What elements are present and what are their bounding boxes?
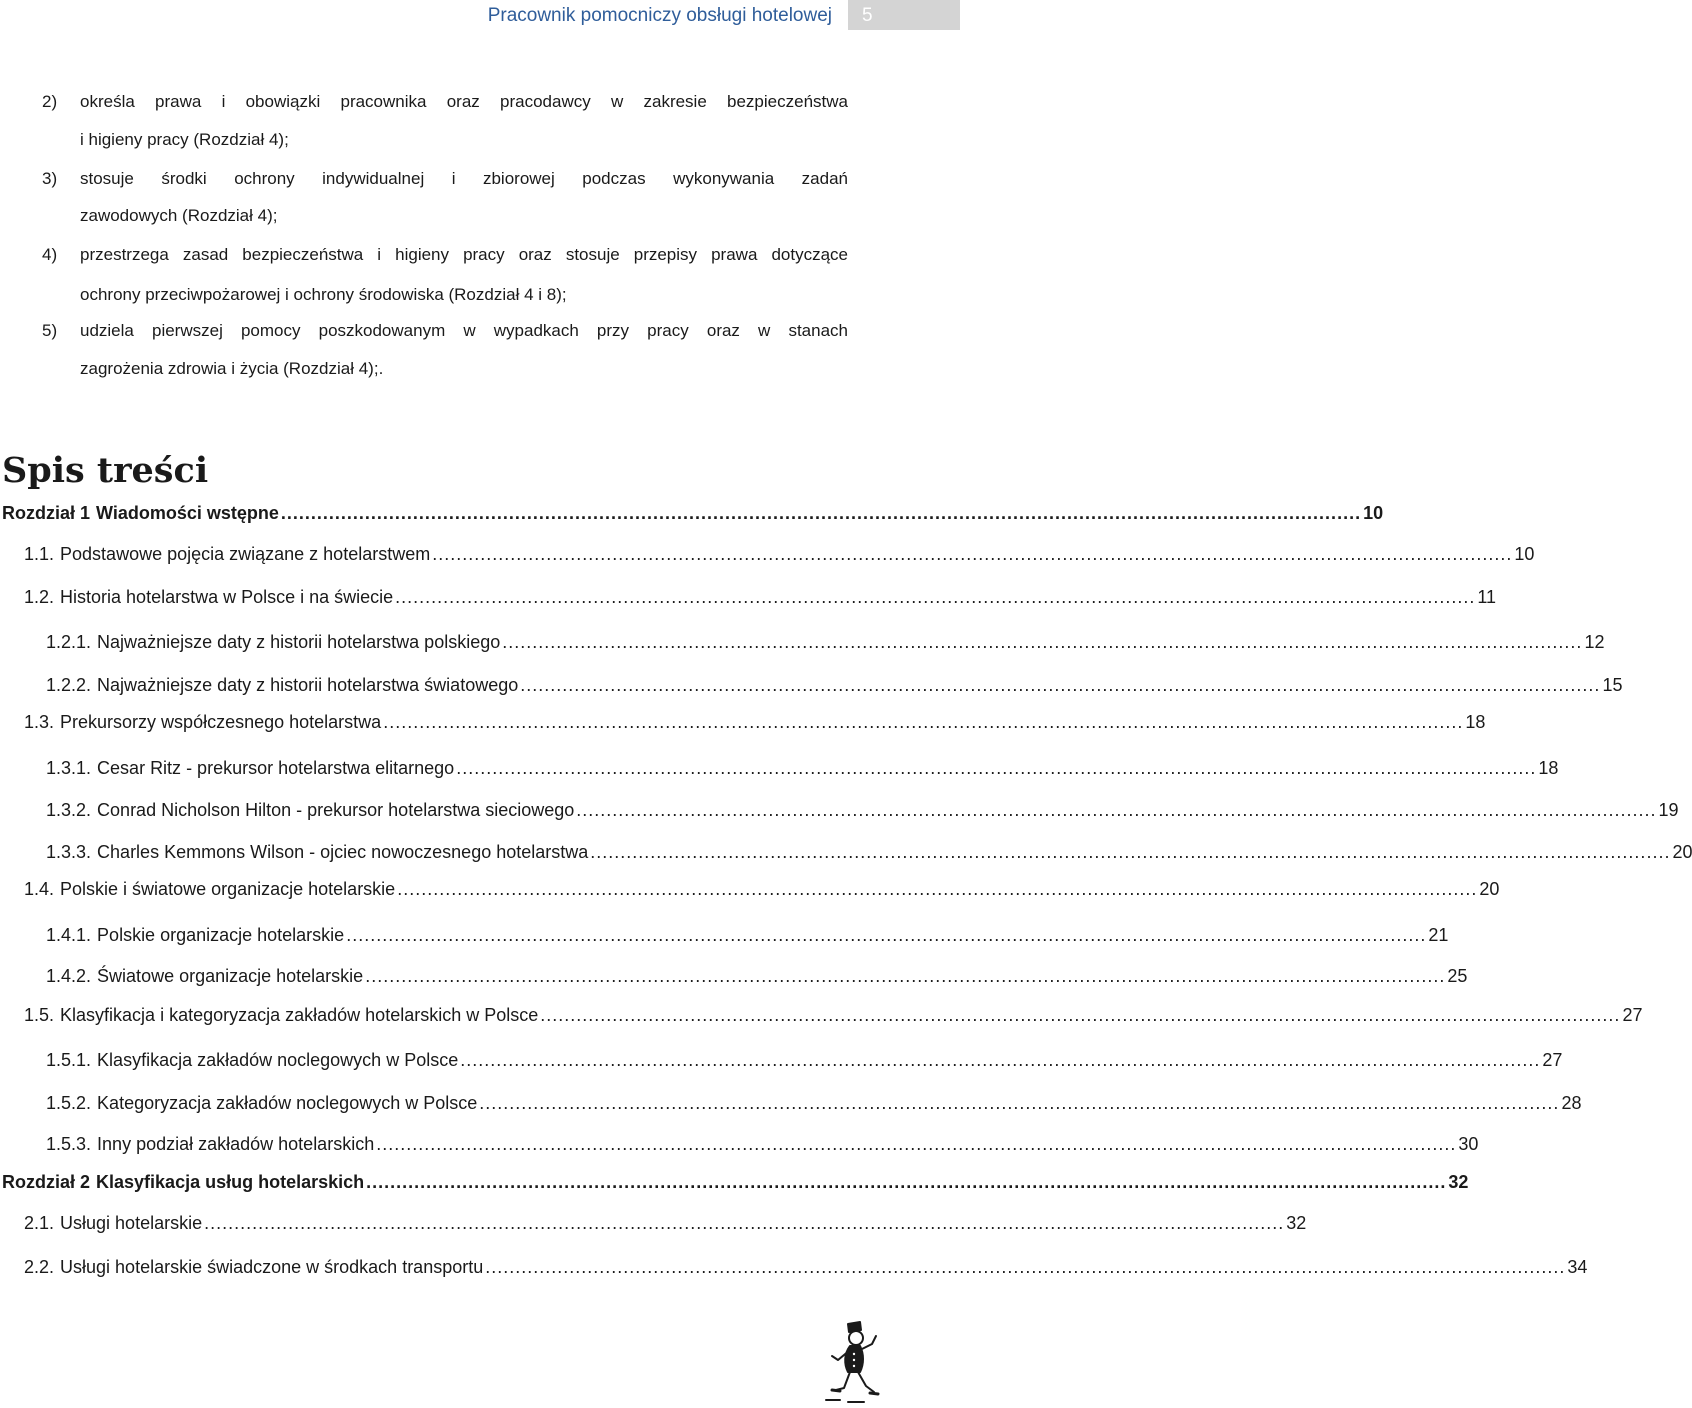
toc-entry-page: 15 xyxy=(1602,675,1623,695)
toc-entry[interactable] xyxy=(24,876,1500,902)
toc-entry-title: Cesar Ritz - prekursor hotelarstwa elitarnego xyxy=(97,758,455,778)
toc-entry-number: 1.2. xyxy=(24,587,55,607)
toc-entry-title: Prekursorzy współczesnego hotelarstwa xyxy=(60,712,382,732)
toc-entry-page: 30 xyxy=(1458,1134,1479,1154)
toc-entry[interactable] xyxy=(46,755,1559,781)
toc-entry-page: 28 xyxy=(1561,1093,1582,1113)
toc-entry[interactable] xyxy=(46,1090,1582,1116)
toc-entry-page: 18 xyxy=(1465,712,1486,732)
list-item-line: zagrożenia zdrowia i życia (Rozdział 4);. xyxy=(80,359,384,378)
toc-leader: .................................................................................................................................................................................... xyxy=(204,1213,1285,1233)
toc-entry[interactable] xyxy=(24,1210,1307,1236)
toc-entry-chapter-2[interactable] xyxy=(2,1169,1469,1195)
list-item-number: 2) xyxy=(42,92,58,111)
toc-entry[interactable] xyxy=(24,1254,1588,1280)
toc-entry[interactable] xyxy=(46,963,1468,989)
list-item-number: 5) xyxy=(42,321,58,340)
toc-entry-page: 32 xyxy=(1286,1213,1307,1233)
toc-entry[interactable] xyxy=(24,584,1497,610)
toc-entry-page: 20 xyxy=(1479,879,1500,899)
toc-entry[interactable] xyxy=(46,1131,1479,1157)
list-item-line: przestrzega zasad bezpieczeństwa i higieny pracy oraz stosuje przepisy prawa dotyczące xyxy=(80,245,848,264)
toc-entry-page: 32 xyxy=(1448,1172,1469,1192)
toc-entry-page: 25 xyxy=(1447,966,1468,986)
toc-entry-number: 1.4.1. xyxy=(46,925,92,945)
toc-leader: .................................................................................................................................................................................... xyxy=(397,879,1478,899)
toc-entry-title: Wiadomości wstępne xyxy=(96,503,279,523)
list-item-line: i higieny pracy (Rozdział 4); xyxy=(80,130,289,149)
toc-entry-page: 11 xyxy=(1477,587,1497,607)
toc-entry-page: 20 xyxy=(1672,842,1692,862)
toc-entry-number: 1.4. xyxy=(24,879,55,899)
toc-entry[interactable] xyxy=(46,839,1692,865)
toc-entry[interactable] xyxy=(46,629,1605,655)
toc-entry-number: 1.3.2. xyxy=(46,800,92,820)
toc-entry-number: 1.5.1. xyxy=(46,1050,92,1070)
toc-entry-title: Charles Kemmons Wilson - ojciec nowoczesnego hotelarstwa xyxy=(97,842,589,862)
toc-entry-title: Usługi hotelarskie xyxy=(60,1213,203,1233)
list-item-line: zawodowych (Rozdział 4); xyxy=(80,206,278,225)
toc-entry-page: 18 xyxy=(1538,758,1559,778)
toc-entry-page: 27 xyxy=(1542,1050,1563,1070)
toc-entry-number: 1.3.1. xyxy=(46,758,92,778)
toc-entry[interactable] xyxy=(46,672,1623,698)
toc-leader: .................................................................................................................................................................................... xyxy=(366,1172,1447,1192)
toc-entry-page: 21 xyxy=(1428,925,1449,945)
toc-leader: .................................................................................................................................................................................... xyxy=(576,800,1657,820)
toc-leader: .................................................................................................................................................................................... xyxy=(383,712,1464,732)
header-title: Pracownik pomocniczy obsługi hotelowej xyxy=(487,5,832,26)
toc-entry-number: 1.5.2. xyxy=(46,1093,92,1113)
toc-entry-number: 1.4.2. xyxy=(46,966,92,986)
list-item-line: ochrony przeciwpożarowej i ochrony środowiska (Rozdział 4 i 8); xyxy=(80,285,567,304)
toc-entry[interactable] xyxy=(24,1002,1643,1028)
toc-entry-page: 10 xyxy=(1514,544,1535,564)
toc-entry-page: 19 xyxy=(1658,800,1679,820)
list-item-number: 3) xyxy=(42,169,58,188)
toc-leader: .................................................................................................................................................................................... xyxy=(590,842,1671,862)
toc-leader: .................................................................................................................................................................................... xyxy=(540,1005,1621,1025)
toc-entry-number: 1.1. xyxy=(24,544,55,564)
toc-entry-title: Usługi hotelarskie świadczone w środkach transportu xyxy=(60,1257,484,1277)
toc-entry-page: 10 xyxy=(1363,503,1384,523)
toc-entry-title: Światowe organizacje hotelarskie xyxy=(97,966,364,986)
toc-entry-number: 1.3.3. xyxy=(46,842,92,862)
toc-entry-number: 1.3. xyxy=(24,712,55,732)
toc-leader: .................................................................................................................................................................................... xyxy=(520,675,1601,695)
toc-entry-title: Podstawowe pojęcia związane z hotelarstwem xyxy=(60,544,431,564)
toc-heading: Spis treści xyxy=(2,450,209,491)
toc-entry-number: 2.1. xyxy=(24,1213,55,1233)
toc-entry-title: Inny podział zakładów hotelarskich xyxy=(97,1134,375,1154)
toc-entry-number: 2.2. xyxy=(24,1257,55,1277)
page-number: 5 xyxy=(862,5,873,26)
toc-leader: .................................................................................................................................................................................... xyxy=(460,1050,1541,1070)
toc-leader: .................................................................................................................................................................................... xyxy=(502,632,1583,652)
toc-entry-title: Najważniejsze daty z historii hotelarstwa światowego xyxy=(97,675,519,695)
toc-entry-page: 12 xyxy=(1584,632,1605,652)
toc-entry-number: 1.5.3. xyxy=(46,1134,92,1154)
toc-leader: .................................................................................................................................................................................... xyxy=(479,1093,1560,1113)
toc-leader: .................................................................................................................................................................................... xyxy=(432,544,1513,564)
toc-leader: .................................................................................................................................................................................... xyxy=(365,966,1446,986)
toc-entry-title: Klasyfikacja usług hotelarskich xyxy=(96,1172,365,1192)
toc-entry[interactable] xyxy=(46,1047,1563,1073)
toc-entry-title: Polskie organizacje hotelarskie xyxy=(97,925,345,945)
toc-leader: .................................................................................................................................................................................... xyxy=(395,587,1476,607)
toc-entry-title: Klasyfikacja zakładów noclegowych w Polsce xyxy=(97,1050,459,1070)
toc-leader: .................................................................................................................................................................................... xyxy=(280,503,1362,523)
toc-entry-title: Klasyfikacja i kategoryzacja zakładów hotelarskich w Polsce xyxy=(60,1005,539,1025)
page-number-box xyxy=(848,0,960,30)
toc-leader: .................................................................................................................................................................................... xyxy=(456,758,1537,778)
toc-entry-number: Rozdział 1 xyxy=(2,503,91,523)
toc-entry-title: Historia hotelarstwa w Polsce i na świecie xyxy=(60,587,394,607)
toc-entry-title: Kategoryzacja zakładów noclegowych w Polsce xyxy=(97,1093,478,1113)
list-item-line: określa prawa i obowiązki pracownika oraz pracodawcy w zakresie bezpieczeństwa xyxy=(80,92,848,111)
list-item-line: udziela pierwszej pomocy poszkodowanym w wypadkach przy pracy oraz w stanach xyxy=(80,321,848,340)
toc-entry-title: Conrad Nicholson Hilton - prekursor hotelarstwa sieciowego xyxy=(97,800,575,820)
toc-entry-number: 1.2.2. xyxy=(46,675,92,695)
toc-leader: .................................................................................................................................................................................... xyxy=(485,1257,1566,1277)
toc-entry-chapter-1[interactable] xyxy=(2,500,1384,526)
toc-leader: .................................................................................................................................................................................... xyxy=(346,925,1427,945)
toc-entry[interactable] xyxy=(46,922,1449,948)
list-item-number: 4) xyxy=(42,245,58,264)
toc-entry-number: 1.2.1. xyxy=(46,632,92,652)
toc-entry[interactable] xyxy=(24,709,1486,735)
toc-entry[interactable] xyxy=(24,541,1535,567)
toc-entry-page: 27 xyxy=(1622,1005,1643,1025)
bellboy-icon xyxy=(820,1318,886,1406)
toc-entry-title: Polskie i światowe organizacje hotelarskie xyxy=(60,879,396,899)
toc-leader: .................................................................................................................................................................................... xyxy=(376,1134,1457,1154)
list-item-line: stosuje środki ochrony indywidualnej i zbiorowej podczas wykonywania zadań xyxy=(80,169,848,188)
toc-entry-page: 34 xyxy=(1567,1257,1588,1277)
toc-entry-title: Najważniejsze daty z historii hotelarstwa polskiego xyxy=(97,632,501,652)
toc-entry[interactable] xyxy=(46,797,1679,823)
toc-entry-number: Rozdział 2 xyxy=(2,1172,91,1192)
toc-entry-number: 1.5. xyxy=(24,1005,55,1025)
